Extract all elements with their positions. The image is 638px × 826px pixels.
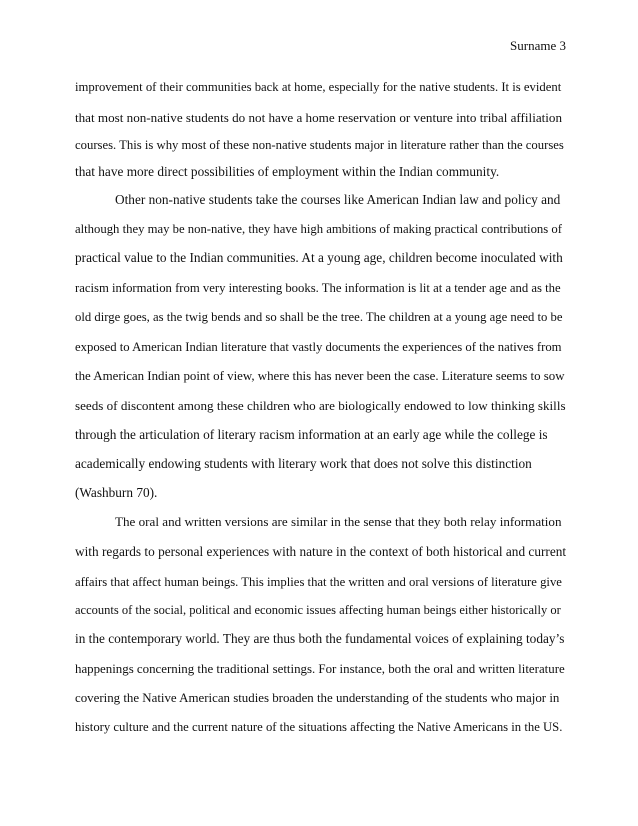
body-line: in the contemporary world. They are thus both the fundamental voices of explaining today’s xyxy=(75,631,565,646)
body-line: seeds of discontent among these children who are biologically endowed to low thinking skills xyxy=(75,398,566,413)
body-line: that have more direct possibilities of employment within the Indian community. xyxy=(75,164,500,179)
body-line: academically endowing students with literary work that does not solve this distinction xyxy=(75,456,532,471)
body-line: accounts of the social, political and economic issues affecting human beings either historically or xyxy=(75,603,561,617)
body-line: history culture and the current nature of the situations affecting the Native Americans in the US. xyxy=(75,720,563,734)
body-line: through the articulation of literary racism information at an early age while the college is xyxy=(75,427,548,442)
running-head: Surname 3 xyxy=(510,38,566,53)
body-line: the American Indian point of view, where this has never been the case. Literature seems to sow xyxy=(75,369,565,383)
body-line: courses. This is why most of these non-native students major in literature rather than the courses xyxy=(75,138,564,152)
body-line: that most non-native students do not have a home reservation or venture into tribal affiliation xyxy=(75,110,563,125)
body-line: old dirge goes, as the twig bends and so shall be the tree. The children at a young age need to be xyxy=(75,310,563,324)
body-line: improvement of their communities back at home, especially for the native students. It is evident xyxy=(75,80,562,94)
paragraph-first-line: The oral and written versions are similar in the sense that they both relay information xyxy=(115,514,562,529)
paragraph-first-line: Other non-native students take the courses like American Indian law and policy and xyxy=(115,192,561,207)
body-line: happenings concerning the traditional settings. For instance, both the oral and written literature xyxy=(75,662,565,676)
body-line: affairs that affect human beings. This implies that the written and oral versions of literature give xyxy=(75,575,562,589)
citation-line: (Washburn 70). xyxy=(75,485,158,500)
body-line: racism information from very interesting books. The information is lit at a tender age and as the xyxy=(75,281,561,295)
body-line: with regards to personal experiences with nature in the context of both historical and current xyxy=(75,544,567,559)
body-line: although they may be non-native, they have high ambitions of making practical contributions of xyxy=(75,222,562,236)
body-line: exposed to American Indian literature that vastly documents the experiences of the natives from xyxy=(75,340,562,354)
body-line: practical value to the Indian communities. At a young age, children become inoculated with xyxy=(75,250,563,265)
body-line: covering the Native American studies broaden the understanding of the students who major in xyxy=(75,691,560,705)
